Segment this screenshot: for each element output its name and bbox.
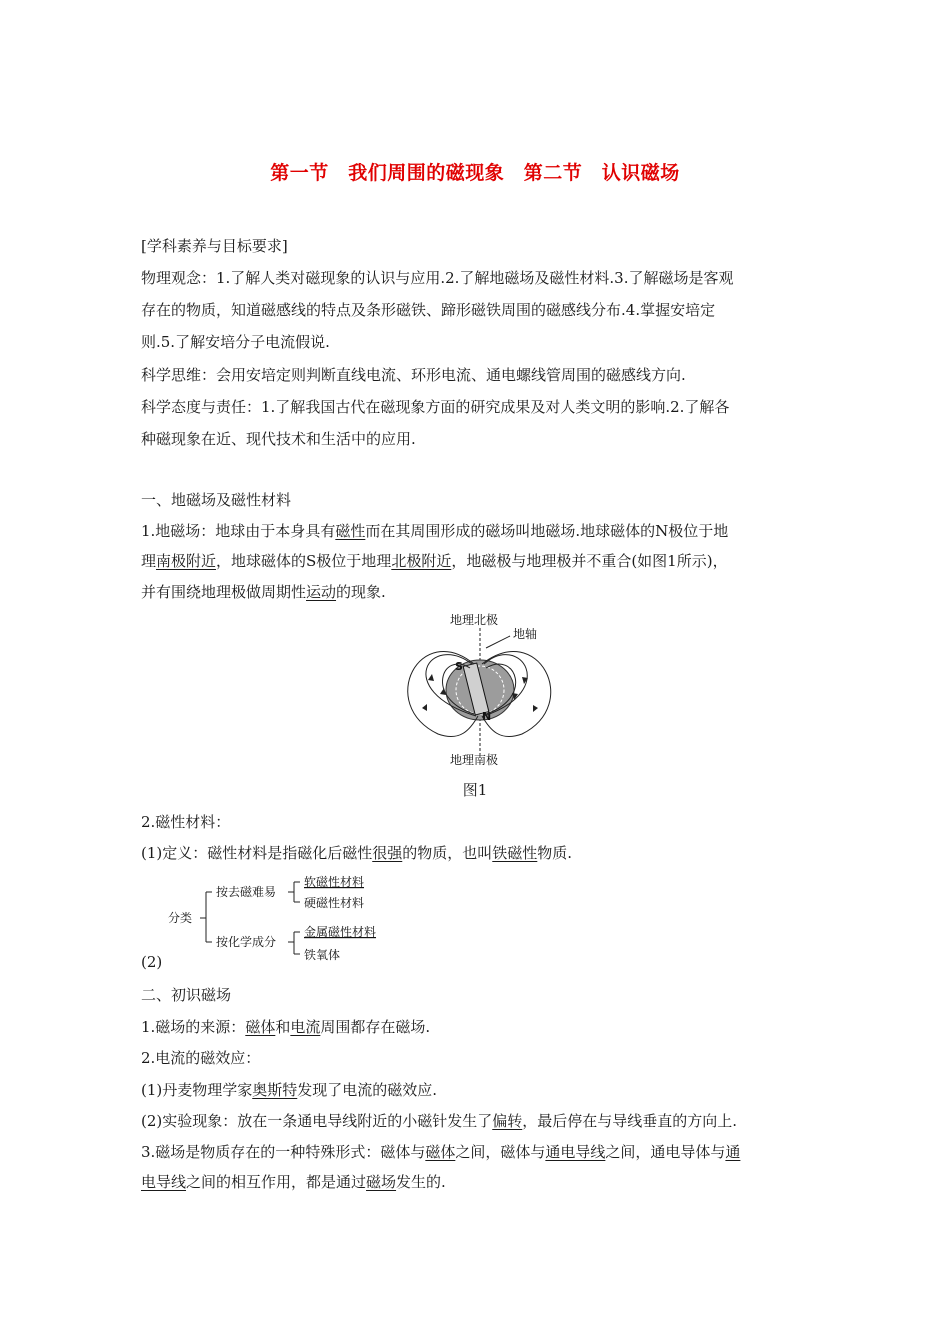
answer-blank: 奥斯特 <box>252 1081 298 1099</box>
page-title: 第一节 我们周围的磁现象 第二节 认识磁场 <box>270 162 680 184</box>
experiment-phenomenon: (2)实验现象：放在一条通电导线附近的小磁针发生了偏转，最后停在与导线垂直的方向上. <box>141 1112 738 1130</box>
magnetic-materials-definition: (1)定义：磁性材料是指磁化后磁性很强的物质，也叫铁磁性物质. <box>141 844 573 862</box>
oersted-discovery: (1)丹麦物理学家奥斯特发现了电流的磁效应. <box>141 1081 438 1099</box>
field-interaction-line-2: 电导线之间的相互作用，都是通过磁场发生的. <box>141 1173 446 1191</box>
tree-root: 分类 <box>168 911 193 925</box>
geomagnetism-line-1: 1.地磁场：地球由于本身具有磁性而在其周围形成的磁场叫地磁场.地球磁体的N极位于地 <box>141 522 729 540</box>
classification-label: (2) <box>141 953 163 971</box>
goals-thinking: 科学思维：会用安培定则判断直线电流、环形电流、通电螺线管周围的磁感线方向. <box>141 366 686 384</box>
magnetic-effect-heading: 2.电流的磁效应： <box>141 1049 261 1067</box>
earth-magnetic-field-figure <box>400 608 560 768</box>
answer-blank: 通电导线 <box>545 1143 606 1161</box>
field-source: 1.磁场的来源：磁体和电流周围都存在磁场. <box>141 1018 431 1036</box>
goals-physics-line-1: 物理观念：1.了解人类对磁现象的认识与应用.2.了解地磁场及磁性材料.3.了解磁场是客观 <box>141 269 734 287</box>
north-pole-label: 地理北极 <box>450 613 499 627</box>
answer-blank: 磁场 <box>366 1173 397 1191</box>
goals-header: [学科素养与目标要求] <box>141 237 288 255</box>
goals-physics-line-3: 则.5.了解安培分子电流假说. <box>141 333 330 351</box>
tree-leaf-hard: 硬磁性材料 <box>304 896 365 910</box>
answer-blank: 北极附近 <box>391 552 452 570</box>
magnetic-materials-heading: 2.磁性材料： <box>141 813 231 831</box>
axis-label: 地轴 <box>513 627 538 641</box>
geomagnetism-line-2: 理南极附近，地球磁体的S极位于地理北极附近，地磁极与地理极并不重合(如图1所示)， <box>141 552 728 570</box>
field-interaction-line-1: 3.磁场是物质存在的一种特殊形式：磁体与磁体之间，磁体与通电导线之间，通电导体与通 <box>141 1143 741 1161</box>
n-pole-label: N <box>482 710 492 723</box>
answer-blank: 很强 <box>372 844 403 862</box>
answer-blank: 磁性 <box>335 522 366 540</box>
section1-heading: 一、地磁场及磁性材料 <box>141 491 292 509</box>
goals-attitude-line-1: 科学态度与责任：1.了解我国古代在磁现象方面的研究成果及对人类文明的影响.2.了解各 <box>141 398 730 416</box>
answer-blank: 南极附近 <box>156 552 217 570</box>
section2-heading: 二、初识磁场 <box>141 986 232 1004</box>
answer-blank: 磁体 <box>245 1018 276 1036</box>
answer-blank: 运动 <box>306 583 337 601</box>
tree-branch-1: 按去磁难易 <box>216 885 277 899</box>
answer-blank: 磁体 <box>425 1143 456 1161</box>
goals-attitude-line-2: 种磁现象在近、现代技术和生活中的应用. <box>141 430 416 448</box>
tree-branch-2: 按化学成分 <box>216 935 277 949</box>
goals-physics-line-2: 存在的物质，知道磁感线的特点及条形磁铁、蹄形磁铁周围的磁感线分布.4.掌握安培定 <box>141 301 716 319</box>
answer-blank: 电导线 <box>141 1173 187 1191</box>
tree-leaf-soft: 软磁性材料 <box>304 875 365 889</box>
south-pole-label: 地理南极 <box>450 753 499 767</box>
figure-caption: 图1 <box>462 781 488 799</box>
answer-blank: 偏转 <box>492 1112 523 1130</box>
answer-blank: 铁磁性 <box>492 844 538 862</box>
answer-blank: 通 <box>725 1143 741 1161</box>
tree-leaf-metal: 金属磁性材料 <box>304 925 377 939</box>
tree-leaf-ferrite: 铁氧体 <box>304 948 341 962</box>
geomagnetism-line-3: 并有围绕地理极做周期性运动的现象. <box>141 583 386 601</box>
s-pole-label: S <box>455 660 463 673</box>
answer-blank: 电流 <box>290 1018 321 1036</box>
